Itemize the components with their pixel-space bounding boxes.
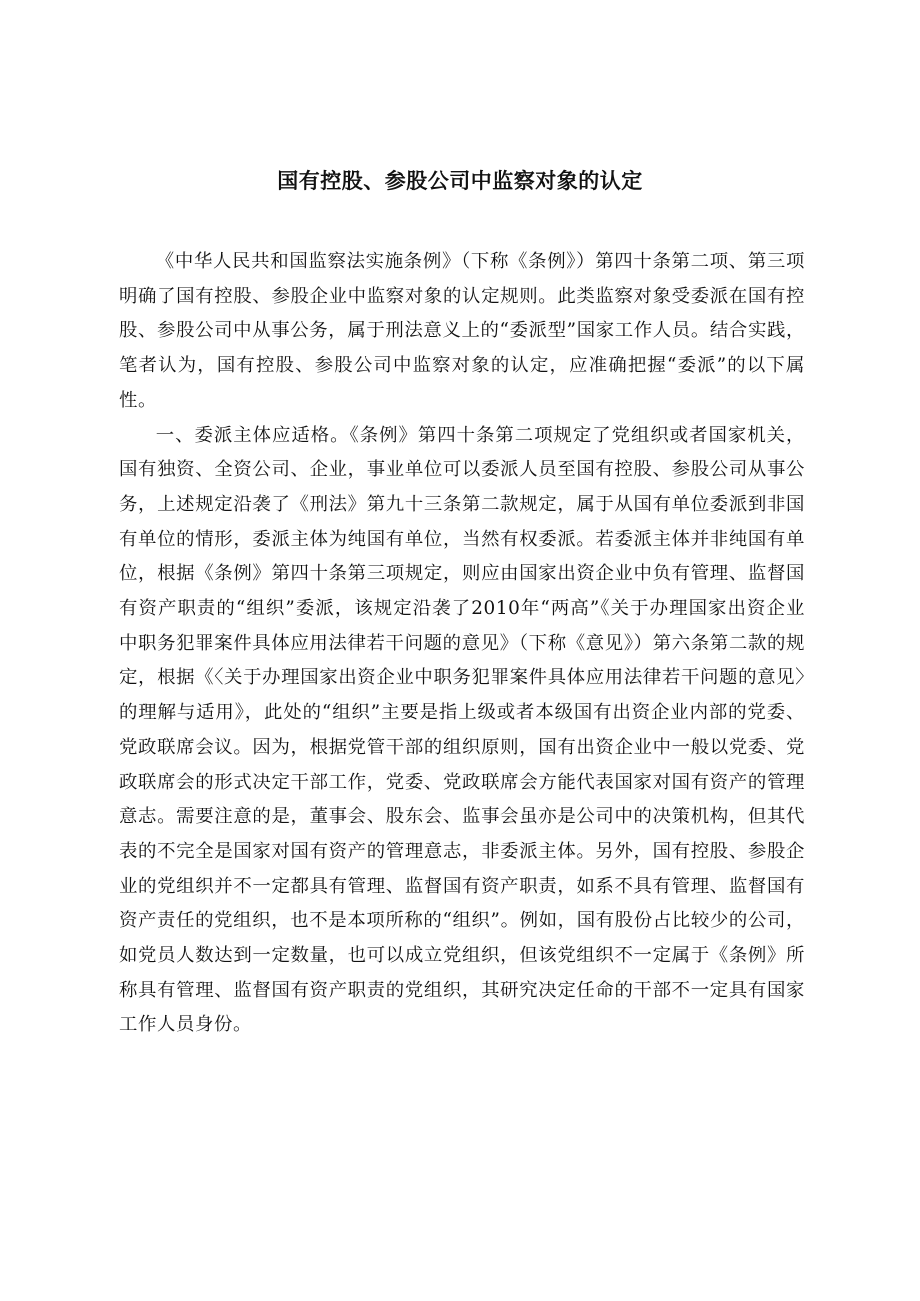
paragraph-section-one: 一、委派主体应适格。《条例》第四十条第二项规定了党组织或者国家机关，国有独资、全资公司、企业，事业单位可以委派人员至国有控股、参股公司从事公务，上述规定沿袭了《刑法》第九十三条第二款规定，属于从国有单位委派到非国有单位的情形，委派主体为纯国有单位，当然有权委派。若委派主体并非纯国有单位，根据《条例》第四十条第三项规定，则应由国家出资企业中负有管理、监督国有资产职责的“组织”委派，该规定沿袭了2010年“两高”《关于办理国家出资企业中职务犯罪案件具体应用法律若干问题的意见》（下称《意见》）第六条第二款的规定，根据《〈关于办理国家出资企业中职务犯罪案件具体应用法律若干问题的意见〉的理解与适用》，此处的“组织”主要是指上级或者本级国有出资企业内部的党委、党政联席会议。因为，根据党管干部的组织原则，国有出资企业中一般以党委、党政联席会的形式决定干部工作，党委、党政联席会方能代表国家对国有资产的管理意志。需要注意的是，董事会、股东会、监事会虽亦是公司中的决策机构，但其代表的不完全是国家对国有资产的管理意志，非委派主体。另外，国有控股、参股企业的党组织并不一定都具有管理、监督国有资产职责，如系不具有管理、监督国有资产责任的党组织，也不是本项所称的“组织”。例如，国有股份占比较少的公司，如党员人数达到一定数量，也可以成立党组织，但该党组织不一定属于《条例》所称具有管理、监督国有资产职责的党组织，其研究决定任命的干部不一定具有国家工作人员身份。 bbox=[119, 424, 805, 1036]
document-title: 国有控股、参股公司中监察对象的认定 bbox=[277, 169, 643, 193]
paragraph-intro: 《中华人民共和国监察法实施条例》（下称《条例》）第四十条第二项、第三项明确了国有控股、参股企业中监察对象的认定规则。此类监察对象受委派在国有控股、参股公司中从事公务，属于刑法意义上的“委派型”国家工作人员。结合实践，笔者认为，国有控股、参股公司中监察对象的认定，应准确把握“委派”的以下属性。 bbox=[119, 251, 805, 411]
document-body bbox=[119, 245, 805, 1043]
